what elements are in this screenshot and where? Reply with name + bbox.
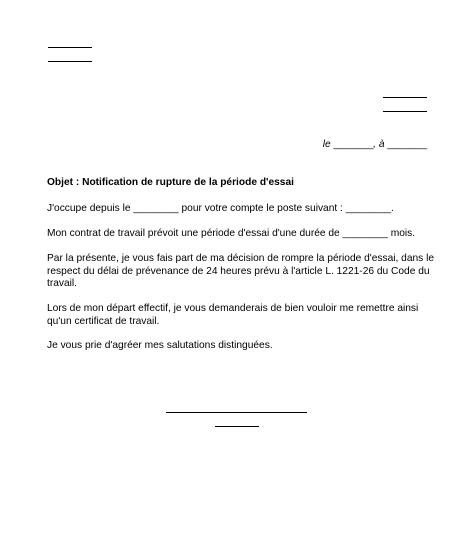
place-separator: , à — [373, 139, 385, 150]
letter-subject: Objet : Notification de rupture de la période d'essai — [47, 177, 294, 188]
signature-blank — [215, 426, 259, 427]
recipient-name-blank — [383, 97, 427, 98]
paragraph-certificate: Lors de mon départ effectif, je vous demanderais de bien vouloir me remettre ainsi qu'un certificat de travail. — [47, 303, 419, 327]
date-blank: _______ — [333, 139, 374, 150]
paragraph-trial-period: Mon contrat de travail prévoit une période d'essai d'une durée de ________ mois. — [47, 228, 416, 239]
paragraph-employment: J'occupe depuis le ________ pour votre compte le poste suivant : ________. — [47, 203, 394, 214]
recipient-address-blank — [383, 111, 427, 112]
place-blank: _______ — [387, 139, 427, 150]
sender-name-blank — [48, 47, 92, 48]
paragraph-closing: Je vous prie d'agréer mes salutations distinguées. — [47, 340, 273, 351]
sender-address-blank — [48, 61, 92, 62]
date-prefix: le — [322, 139, 331, 150]
place-date-line — [323, 139, 427, 152]
signature-name-blank — [166, 412, 307, 413]
paragraph-termination: Par la présente, je vous fais part de ma décision de rompre la période d'essai, dans le respect du délai de prévenance de 24 heures prévu à l'article L. 1221-26 du Code du travail. — [47, 253, 435, 290]
